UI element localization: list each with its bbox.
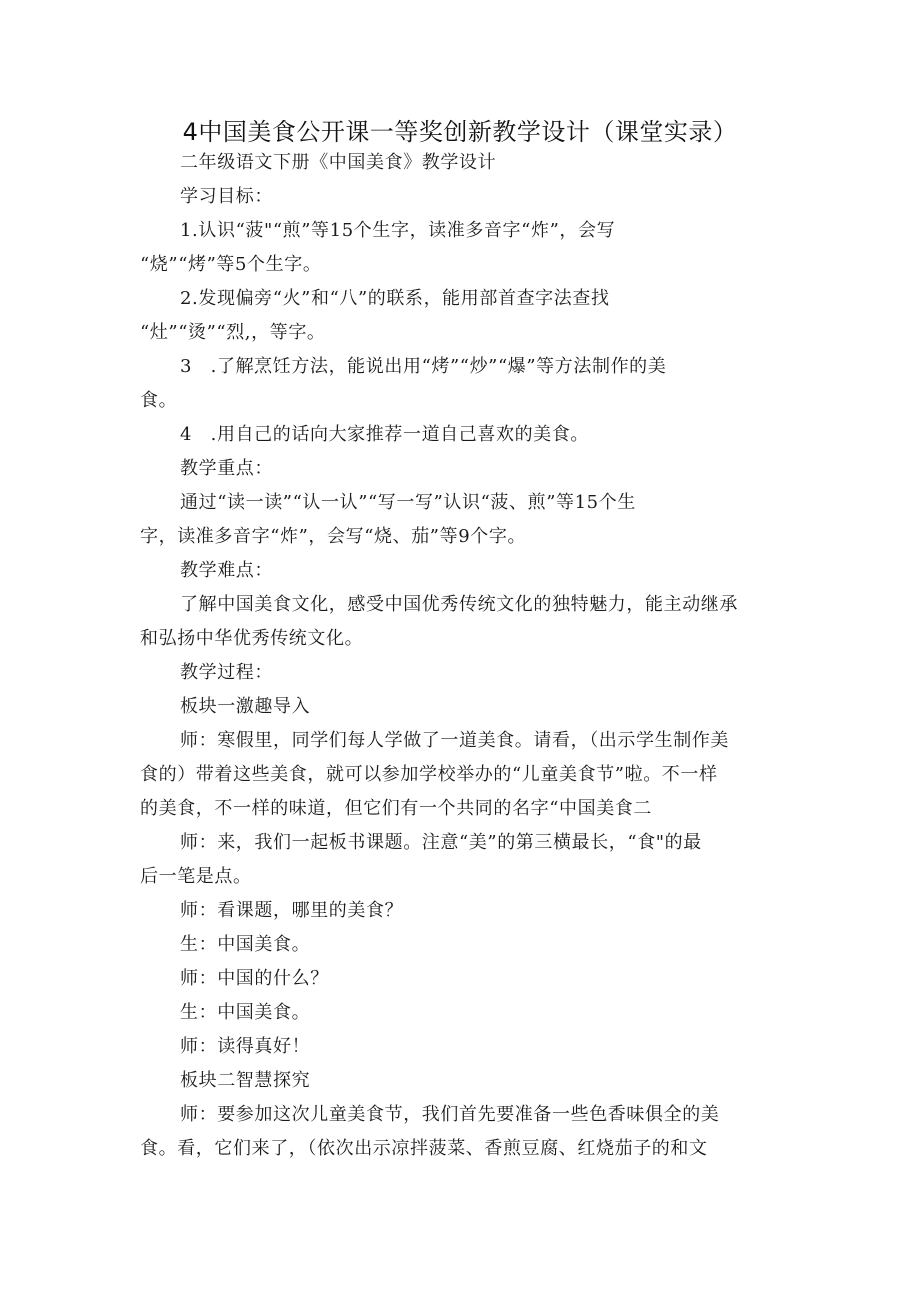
section-heading: 教学难点： — [180, 560, 273, 581]
paragraph-line: 后一笔是点。 — [140, 866, 252, 887]
paragraph-line: 4 .用自己的话向大家推荐一道自己喜欢的美食。 — [180, 424, 589, 445]
section-heading: 板块一激趣导入 — [180, 696, 311, 717]
dialogue-line: 师：读得真好！ — [180, 1036, 311, 1057]
paragraph-line: “灶”“烫”“烈,，等字。 — [140, 322, 326, 343]
paragraph-line: 2.发现偏旁“火”和“八”的联系，能用部首查字法查找 — [180, 288, 610, 309]
document-body — [140, 146, 790, 1166]
paragraph-line: 师：来，我们一起板书课题。注意“美”的第三横最长，“食"的最 — [180, 832, 702, 853]
paragraph-line: 师：要参加这次儿童美食节，我们首先要准备一些色香味俱全的美 — [180, 1104, 720, 1125]
paragraph-line: “烧”“烤”等5个生字。 — [140, 254, 322, 275]
paragraph-line: 1.认识“菠"“煎”等15个生字，读准多音字“炸”，会写 — [180, 220, 616, 241]
paragraph-line: 的美食，不一样的味道，但它们有一个共同的名字“中国美食二 — [140, 798, 652, 819]
paragraph-line: 食。 — [140, 390, 178, 411]
section-heading: 教学过程： — [180, 662, 273, 683]
paragraph-line: 3 .了解烹饪方法，能说出用“烤”“炒”“爆”等方法制作的美 — [180, 356, 667, 377]
paragraph-line: 字，读准多音字“炸”，会写“烧、茄”等9个字。 — [140, 526, 527, 547]
section-heading: 学习目标： — [180, 186, 273, 207]
dialogue-line: 生：中国美食。 — [180, 1002, 311, 1023]
dialogue-line: 师：中国的什么？ — [180, 968, 329, 989]
document-title: 4中国美食公开课一等奖创新教学设计（课堂实录） — [182, 118, 738, 146]
paragraph-line: 师：寒假里，同学们每人学做了一道美食。请看，（出示学生制作美 — [180, 730, 729, 751]
paragraph-line: 了解中国美食文化，感受中国优秀传统文化的独特魅力，能主动继承 — [180, 594, 738, 615]
dialogue-line: 师：看课题，哪里的美食？ — [180, 900, 404, 921]
dialogue-line: 生：中国美食。 — [180, 934, 311, 955]
paragraph-line: 和弘扬中华优秀传统文化。 — [140, 628, 364, 649]
paragraph-line: 通过“读一读”“认一认”“写一写”认识“菠、煎”等15个生 — [180, 492, 636, 513]
paragraph-line: 食的）带着这些美食，就可以参加学校举办的“儿童美食节”啦。不一样 — [140, 764, 718, 785]
paragraph-line: 食。看，它们来了，（依次出示凉拌菠菜、香煎豆腐、红烧茄子的和文 — [140, 1138, 708, 1159]
section-heading: 板块二智慧探究 — [180, 1070, 311, 1091]
section-heading: 教学重点： — [180, 458, 273, 479]
paragraph-line: 二年级语文下册《中国美食》教学设计 — [180, 152, 497, 173]
